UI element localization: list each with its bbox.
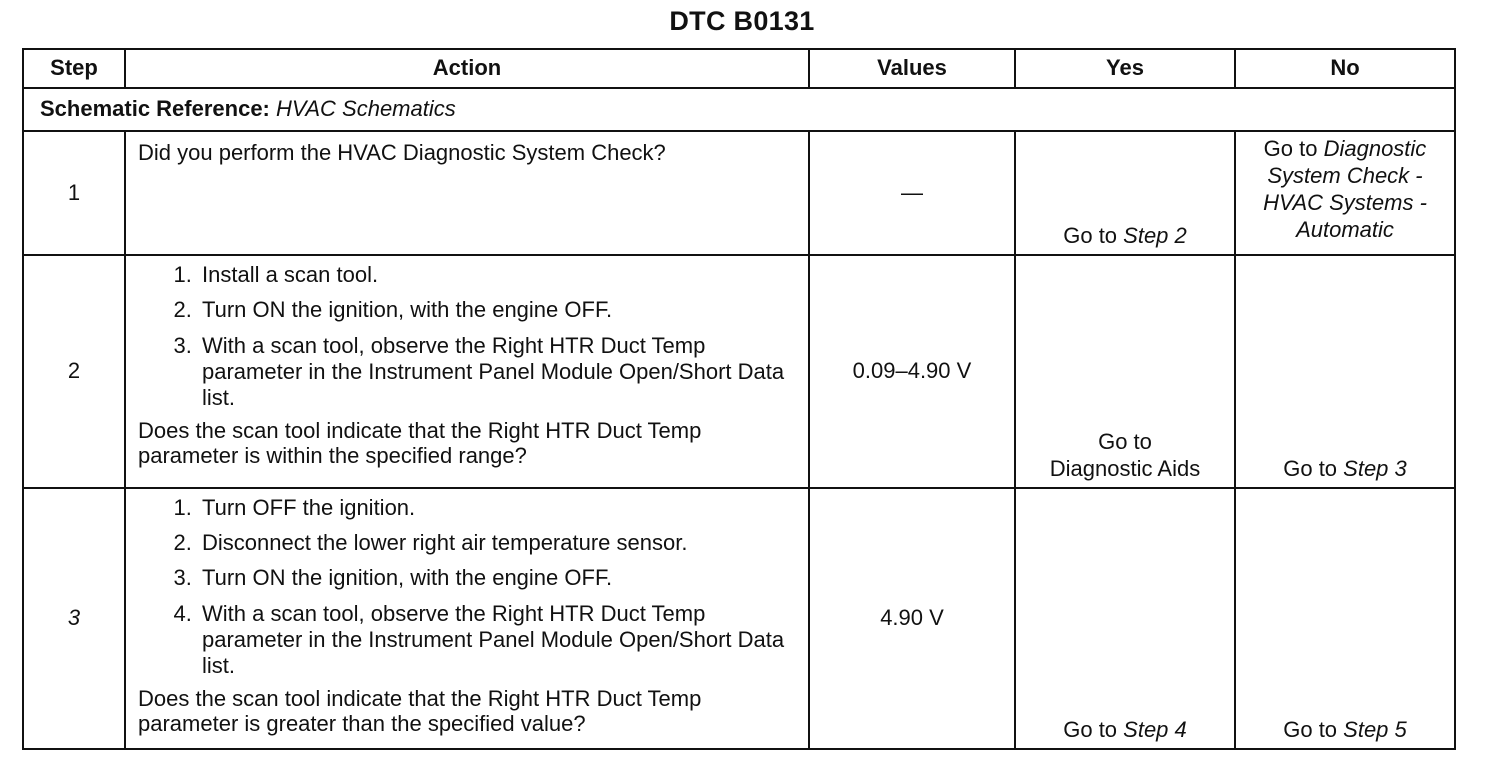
diagnostic-table (22, 48, 1456, 750)
header-step: Step (23, 49, 125, 88)
table-row (23, 488, 1455, 750)
header-action: Action (125, 49, 809, 88)
action-question: Does the scan tool indicate that the Right HTR Duct Temp parameter is greater than the specified value? (138, 685, 702, 737)
action-step: 4. With a scan tool, observe the Right HTR Duct Temp parameter in the Instrument Panel Module Open/Short Data list. (198, 601, 798, 680)
action-step: 3. Turn ON the ignition, with the engine OFF. (198, 565, 798, 591)
table-row (23, 131, 1455, 255)
step-number: 1 (23, 131, 125, 255)
action-step: 1. Turn OFF the ignition. (198, 495, 798, 521)
action-steps (138, 262, 798, 412)
no-link[interactable]: Diagnostic System Check - HVAC Systems - Automatic (1263, 136, 1427, 242)
header-no: No (1235, 49, 1455, 88)
value-cell: — (809, 131, 1015, 255)
header-yes: Yes (1015, 49, 1235, 88)
step-number: 2 (23, 255, 125, 488)
no-link[interactable]: Step 3 (1343, 455, 1407, 481)
yes-prefix: Go to (1063, 717, 1124, 743)
yes-cell (1015, 255, 1235, 488)
action-cell (125, 488, 809, 750)
schematic-row (23, 88, 1455, 131)
yes-link[interactable]: Step 2 (1123, 223, 1187, 249)
table-row (23, 255, 1455, 488)
step-number: 3 (23, 488, 125, 750)
action-cell (125, 131, 809, 255)
no-prefix: Go to (1263, 136, 1324, 162)
header-row (23, 49, 1455, 88)
header-values: Values (809, 49, 1015, 88)
page-title: DTC B0131 (669, 6, 815, 36)
yes-cell (1015, 488, 1235, 750)
yes-link[interactable]: Step 4 (1123, 717, 1187, 743)
value-cell: 0.09–4.90 V (809, 255, 1015, 488)
action-question: Does the scan tool indicate that the Right HTR Duct Temp parameter is within the specified range? (138, 417, 702, 469)
action-step: 3. With a scan tool, observe the Right HTR Duct Temp parameter in the Instrument Panel Module Open/Short Data list. (198, 333, 798, 412)
no-prefix: Go to (1283, 455, 1344, 481)
no-cell (1235, 488, 1455, 750)
action-step: 2. Turn ON the ignition, with the engine OFF. (198, 297, 798, 323)
schematic-reference (23, 88, 1455, 131)
no-cell (1235, 131, 1455, 255)
action-cell (125, 255, 809, 488)
yes-prefix: Go to (1063, 223, 1124, 249)
yes-link[interactable]: Diagnostic Aids (1049, 455, 1201, 481)
no-link[interactable]: Step 5 (1343, 717, 1407, 743)
action-step: 2. Disconnect the lower right air temperature sensor. (198, 530, 798, 556)
schematic-link[interactable]: HVAC Schematics (276, 96, 456, 122)
yes-cell (1015, 131, 1235, 255)
no-prefix: Go to (1283, 717, 1344, 743)
action-step: 1. Install a scan tool. (198, 262, 798, 288)
yes-prefix: Go to (1098, 428, 1152, 454)
no-cell (1235, 255, 1455, 488)
action-steps (138, 495, 798, 680)
value-cell: 4.90 V (809, 488, 1015, 750)
schematic-label: Schematic Reference: (40, 96, 270, 122)
action-question: Did you perform the HVAC Diagnostic System Check? (138, 140, 666, 166)
